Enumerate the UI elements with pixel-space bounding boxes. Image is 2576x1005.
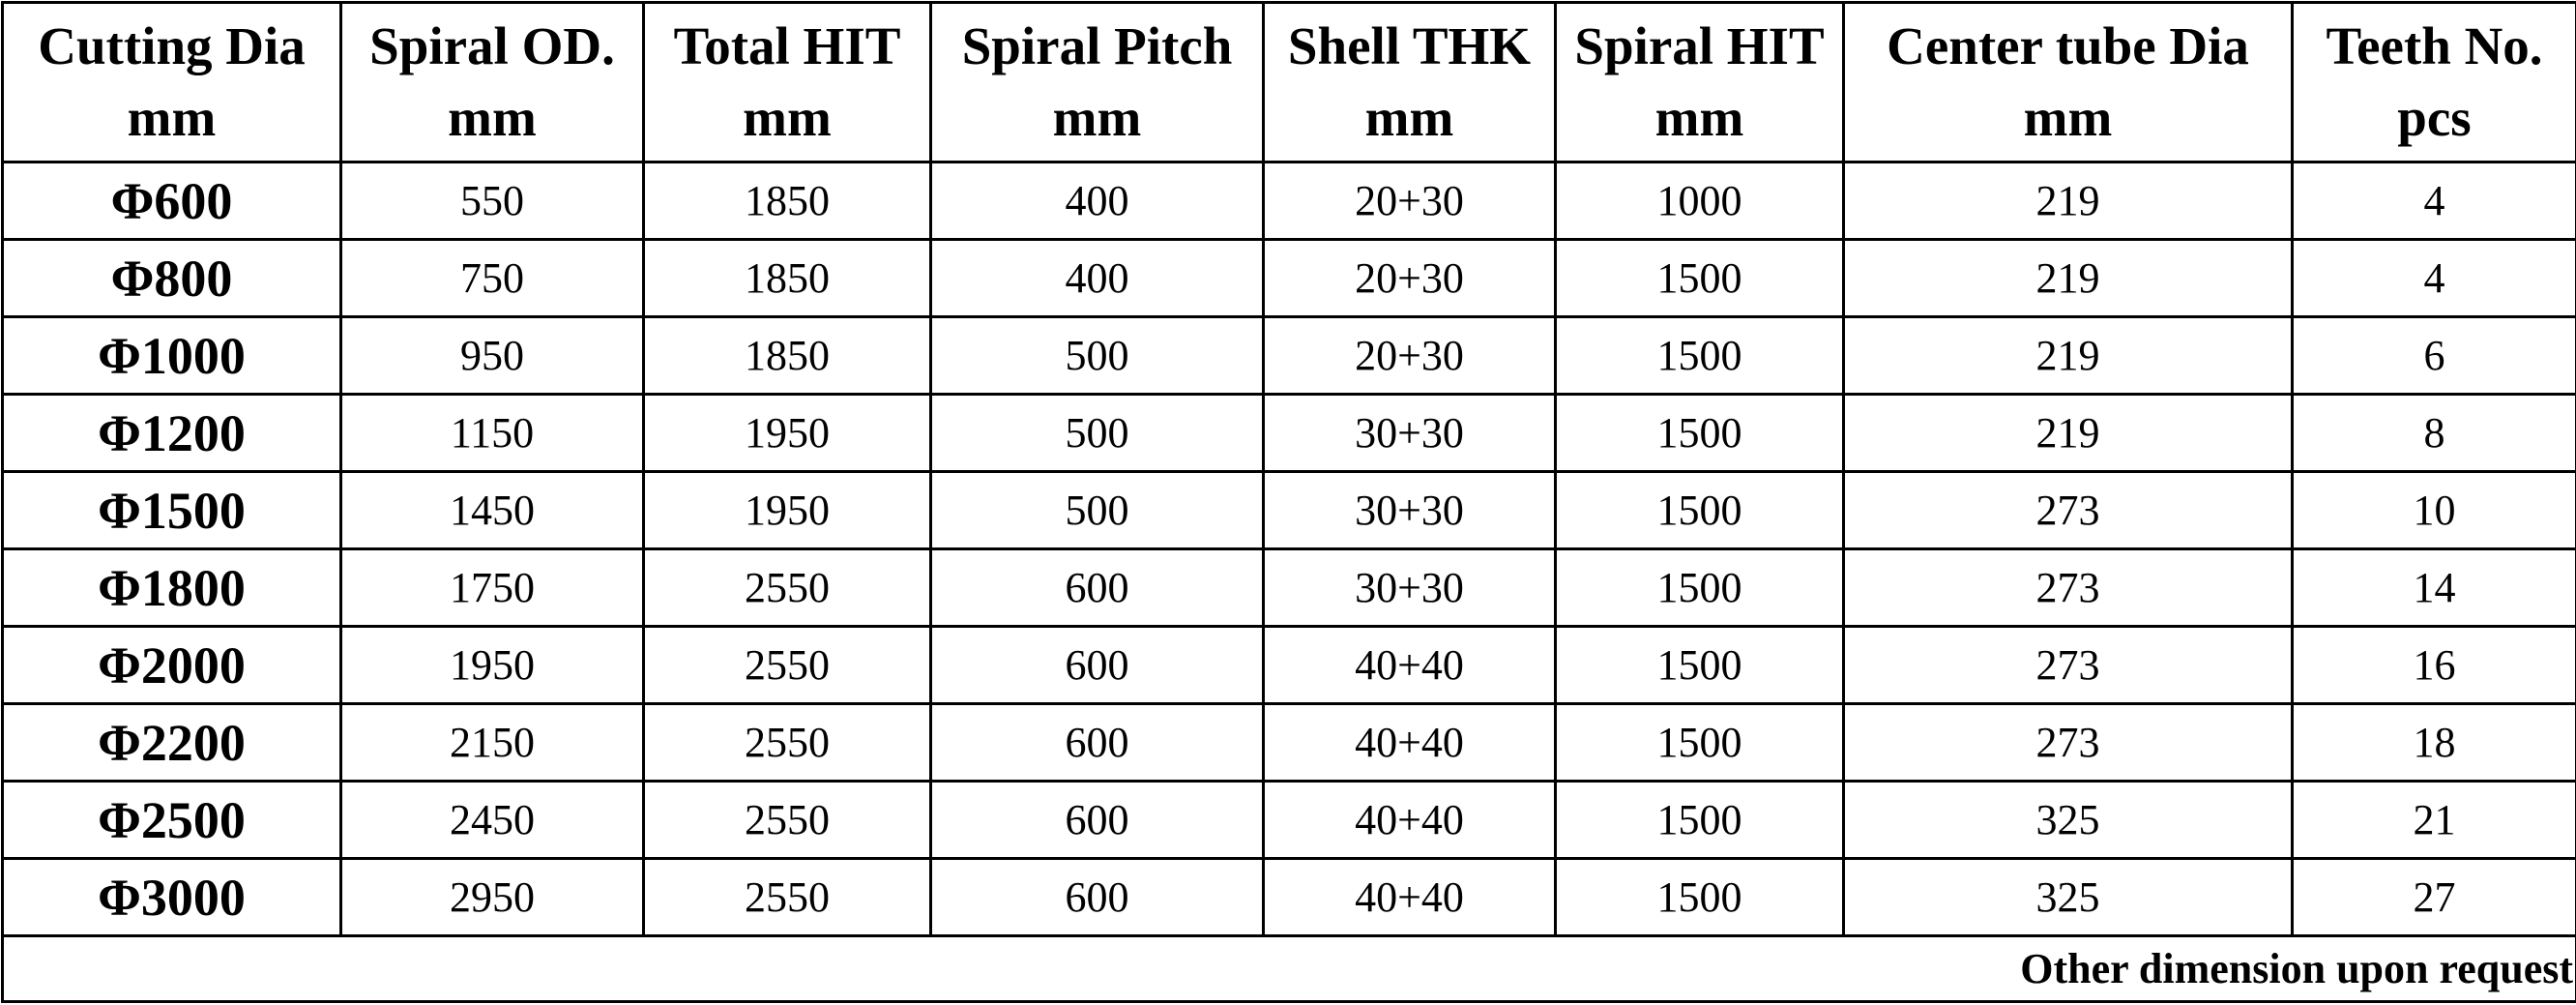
- table-cell: 273: [1844, 627, 2293, 704]
- table-cell: 20+30: [1264, 317, 1556, 395]
- table-cell: 40+40: [1264, 704, 1556, 782]
- cutting-dia-cell: Φ3000: [3, 859, 341, 936]
- table-cell: 1950: [341, 627, 644, 704]
- table-cell: 14: [2293, 549, 2576, 627]
- table-cell: 16: [2293, 627, 2576, 704]
- table-cell: 600: [931, 704, 1264, 782]
- footer-note: Other dimension upon request: [3, 936, 2576, 1002]
- column-header-label: Total HIT: [645, 11, 929, 82]
- column-header-unit: pcs: [2294, 82, 2575, 154]
- cutting-dia-cell: Φ1200: [3, 395, 341, 472]
- table-header: [3, 3, 2576, 163]
- table-cell: 40+40: [1264, 627, 1556, 704]
- column-header-unit: mm: [645, 82, 929, 154]
- table-cell: 1950: [644, 395, 931, 472]
- table-cell: 6: [2293, 317, 2576, 395]
- table-cell: 1500: [1556, 240, 1844, 317]
- table-cell: 21: [2293, 782, 2576, 859]
- table-row: [3, 859, 2576, 936]
- table-cell: 325: [1844, 859, 2293, 936]
- table-cell: 273: [1844, 549, 2293, 627]
- table-cell: 1850: [644, 317, 931, 395]
- table-cell: 1500: [1556, 317, 1844, 395]
- table-cell: 30+30: [1264, 549, 1556, 627]
- table-cell: 600: [931, 627, 1264, 704]
- cutting-dia-cell: Φ2000: [3, 627, 341, 704]
- column-header-unit: mm: [342, 82, 642, 154]
- column-header-unit: mm: [1557, 82, 1842, 154]
- table-row: [3, 704, 2576, 782]
- table-row: [3, 627, 2576, 704]
- table-cell: 500: [931, 317, 1264, 395]
- table-footer: [3, 936, 2576, 1002]
- table-cell: 500: [931, 395, 1264, 472]
- cutting-dia-cell: Φ1500: [3, 472, 341, 549]
- column-header-label: Spiral OD.: [342, 11, 642, 82]
- table-cell: 219: [1844, 395, 2293, 472]
- table-cell: 2550: [644, 782, 931, 859]
- column-header-label: Cutting Dia: [4, 11, 339, 82]
- table-cell: 30+30: [1264, 395, 1556, 472]
- column-header-label: Spiral HIT: [1557, 11, 1842, 82]
- column-header: [931, 3, 1264, 163]
- table-cell: 2950: [341, 859, 644, 936]
- table-cell: 40+40: [1264, 782, 1556, 859]
- table-cell: 750: [341, 240, 644, 317]
- column-header-unit: mm: [932, 82, 1262, 154]
- table-cell: 27: [2293, 859, 2576, 936]
- table-cell: 1000: [1556, 163, 1844, 240]
- cutting-dia-cell: Φ1000: [3, 317, 341, 395]
- table-cell: 10: [2293, 472, 2576, 549]
- table-cell: 273: [1844, 472, 2293, 549]
- table-cell: 2150: [341, 704, 644, 782]
- table-cell: 219: [1844, 240, 2293, 317]
- table-row: [3, 782, 2576, 859]
- table-cell: 600: [931, 782, 1264, 859]
- column-header: [2293, 3, 2576, 163]
- cutting-dia-cell: Φ2500: [3, 782, 341, 859]
- table-cell: 1450: [341, 472, 644, 549]
- footer-row: [3, 936, 2576, 1002]
- table-cell: 1500: [1556, 472, 1844, 549]
- column-header-label: Spiral Pitch: [932, 11, 1262, 82]
- column-header-label: Teeth No.: [2294, 11, 2575, 82]
- table-cell: 1950: [644, 472, 931, 549]
- table-cell: 8: [2293, 395, 2576, 472]
- column-header: [1844, 3, 2293, 163]
- table-cell: 1850: [644, 163, 931, 240]
- table-cell: 20+30: [1264, 240, 1556, 317]
- table-cell: 550: [341, 163, 644, 240]
- table-row: [3, 395, 2576, 472]
- table-row: [3, 317, 2576, 395]
- table-cell: 40+40: [1264, 859, 1556, 936]
- table-cell: 2550: [644, 549, 931, 627]
- column-header: [644, 3, 931, 163]
- table-cell: 30+30: [1264, 472, 1556, 549]
- column-header: [3, 3, 341, 163]
- table-cell: 1500: [1556, 549, 1844, 627]
- table-cell: 18: [2293, 704, 2576, 782]
- table-cell: 325: [1844, 782, 2293, 859]
- table-cell: 400: [931, 163, 1264, 240]
- table-cell: 1850: [644, 240, 931, 317]
- column-header: [341, 3, 644, 163]
- column-header-label: Shell THK: [1265, 11, 1554, 82]
- table-cell: 2550: [644, 859, 931, 936]
- table-cell: 1500: [1556, 627, 1844, 704]
- column-header-unit: mm: [1845, 82, 2291, 154]
- table-cell: 1500: [1556, 395, 1844, 472]
- table-cell: 2550: [644, 627, 931, 704]
- column-header-unit: mm: [1265, 82, 1554, 154]
- table-cell: 2550: [644, 704, 931, 782]
- table-row: [3, 240, 2576, 317]
- spec-table: [1, 1, 2576, 1003]
- cutting-dia-cell: Φ600: [3, 163, 341, 240]
- cutting-dia-cell: Φ2200: [3, 704, 341, 782]
- table-body: [3, 163, 2576, 936]
- table-cell: 1750: [341, 549, 644, 627]
- table-cell: 1500: [1556, 782, 1844, 859]
- column-header: [1556, 3, 1844, 163]
- table-row: [3, 549, 2576, 627]
- column-header-unit: mm: [4, 82, 339, 154]
- table-cell: 4: [2293, 240, 2576, 317]
- column-header: [1264, 3, 1556, 163]
- table-row: [3, 163, 2576, 240]
- cutting-dia-cell: Φ1800: [3, 549, 341, 627]
- table-row: [3, 472, 2576, 549]
- table-cell: 500: [931, 472, 1264, 549]
- table-cell: 950: [341, 317, 644, 395]
- cutting-dia-cell: Φ800: [3, 240, 341, 317]
- table-cell: 400: [931, 240, 1264, 317]
- table-cell: 219: [1844, 317, 2293, 395]
- table-cell: 600: [931, 549, 1264, 627]
- table-cell: 1500: [1556, 859, 1844, 936]
- table-cell: 1150: [341, 395, 644, 472]
- table-cell: 273: [1844, 704, 2293, 782]
- column-header-label: Center tube Dia: [1845, 11, 2291, 82]
- header-row: [3, 3, 2576, 163]
- table-cell: 2450: [341, 782, 644, 859]
- table-cell: 20+30: [1264, 163, 1556, 240]
- table-cell: 600: [931, 859, 1264, 936]
- table-cell: 1500: [1556, 704, 1844, 782]
- table-cell: 219: [1844, 163, 2293, 240]
- table-cell: 4: [2293, 163, 2576, 240]
